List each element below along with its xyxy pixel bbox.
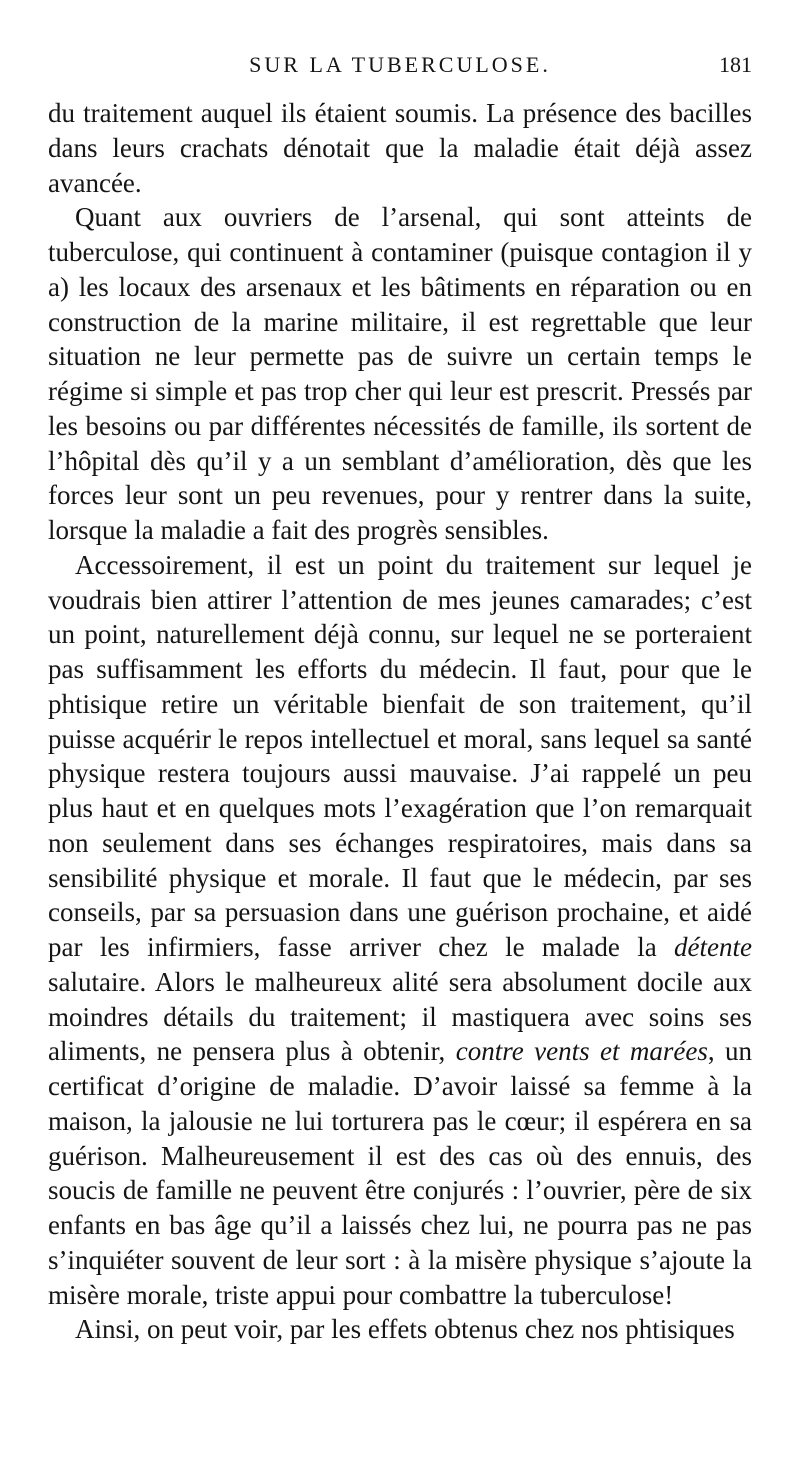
paragraph-arsenal-workers: [48, 200, 752, 548]
paragraph-conclusion-start: [48, 1312, 752, 1347]
paragraph-continuation: [48, 96, 752, 200]
paragraph-text: du traitement auquel ils étaient soumis. La présence des bacilles dans leurs crachats dénotait que la maladie était déjà assez avancée.: [48, 98, 752, 198]
body-text: [48, 96, 752, 1347]
paragraph-text: Ainsi, on peut voir, par les effets obtenus chez nos phtisiques: [75, 1314, 735, 1345]
running-title: SUR LA TUBERCULOSE.: [249, 52, 551, 77]
italic-term-detente: détente: [674, 932, 752, 962]
paragraph-moral-rest: [48, 548, 752, 1313]
paragraph-text: , un certificat d’origine de maladie. D’avoir laissé sa femme à la maison, la jalousie ne lui torturera pas le cœur; il espérera en sa guérison. Malheureusement il est des cas où des ennuis, des soucis de famille ne peuvent être conjurés : l’ouvrier, père de six enfants en bas âge qu’il a laissés chez lui, ne pourra pas ne pas s’inquiéter souvent de leur sort : à la misère physique s’ajoute la misère morale, triste appui pour combattre la tuberculose!: [48, 1036, 752, 1310]
paragraph-text: Quant aux ouvriers de l’arsenal, qui sont atteints de tuberculose, qui continuent à contaminer (puisque contagion il y a) les locaux des arsenaux et les bâtiments en réparation ou en construction de la marine militaire, il est regrettable que leur situation ne leur permette pas de suivre un certain temps le régime si simple et pas trop cher qui leur est prescrit. Pressés par les besoins ou par différentes nécessités de famille, ils sortent de l’hôpital dès qu’il y a un semblant d’amélioration, dès que les forces leur sont un peu revenues, pour y rentrer dans la suite, lorsque la maladie a fait des progrès sensibles.: [48, 202, 752, 545]
page-number: 181: [719, 52, 752, 77]
page-header: [48, 52, 752, 92]
paragraph-text: Accessoirement, il est un point du traitement sur lequel je voudrais bien attirer l’attention de mes jeunes camarades; c’est un point, naturellement déjà connu, sur lequel ne se porteraient pas suffisamment les efforts du médecin. Il faut, pour que le phtisique retire un véritable bienfait de son traitement, qu’il puisse acquérir le repos intellectuel et moral, sans lequel sa santé physique restera toujours aussi mauvaise. J’ai rappelé un peu plus haut et en quelques mots l’exagération que l’on remarquait non seulement dans ses échanges respiratoires, mais dans sa sensibilité physique et morale. Il faut que le médecin, par ses conseils, par sa persuasion dans une guérison prochaine, et aidé par les infirmiers, fasse arriver chez le malade la: [48, 549, 752, 962]
italic-phrase-contre-vents: contre vents et marées: [455, 1036, 708, 1067]
paragraph-text: salutaire. Alors le malheureux alité sera absolument docile aux moindres détails du traitement; il mastiquera avec soins ses aliments, ne pensera plus à obtenir,: [48, 966, 752, 1067]
